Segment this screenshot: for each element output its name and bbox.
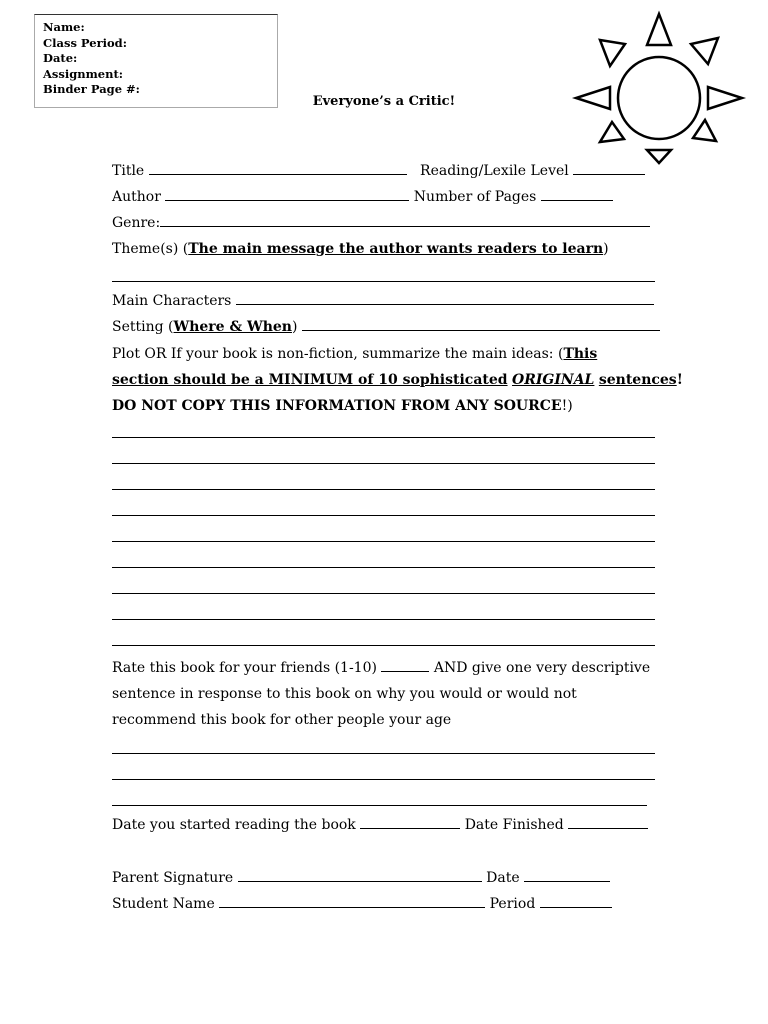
date-started-label: Date you started reading the book bbox=[112, 817, 356, 833]
rating-row bbox=[112, 659, 650, 677]
rate-label: Rate this book for your friends (1-10) bbox=[112, 660, 377, 676]
main-characters-field[interactable] bbox=[236, 292, 654, 305]
genre-row bbox=[112, 214, 650, 232]
plot-bold-2: section should be a MINIMUM of 10 sophisticated bbox=[112, 372, 508, 388]
period-field[interactable] bbox=[540, 895, 612, 908]
number-of-pages-field[interactable] bbox=[541, 188, 613, 201]
class-period-label: Class Period: bbox=[43, 35, 127, 50]
recommendation-line[interactable] bbox=[112, 779, 655, 780]
date-finished-label: Date Finished bbox=[464, 817, 564, 833]
parent-signature-row bbox=[112, 869, 610, 887]
title-field[interactable] bbox=[149, 162, 407, 175]
date-label: Date: bbox=[43, 51, 78, 65]
recommendation-line[interactable] bbox=[112, 805, 647, 806]
rating-field[interactable] bbox=[381, 659, 429, 672]
number-of-pages-label: Number of Pages bbox=[413, 189, 537, 205]
plot-bang: ! bbox=[676, 372, 683, 388]
signature-date-label: Date bbox=[486, 870, 520, 886]
themes-close: ) bbox=[603, 241, 609, 257]
rate-label-cont: AND give one very descriptive bbox=[433, 660, 651, 676]
setting-label: Setting ( bbox=[112, 319, 174, 335]
plot-line[interactable] bbox=[112, 645, 655, 646]
recommendation-line[interactable] bbox=[112, 753, 655, 754]
setting-field[interactable] bbox=[302, 318, 660, 331]
rate-line-2: sentence in response to this book on why you would or would not bbox=[112, 686, 577, 702]
page-title: Everyone’s a Critic! bbox=[312, 94, 456, 109]
parent-signature-label: Parent Signature bbox=[112, 870, 234, 886]
setting-hint: Where & When bbox=[173, 319, 292, 335]
student-name-field[interactable] bbox=[219, 895, 485, 908]
author-label: Author bbox=[112, 189, 161, 205]
assignment-label: Assignment: bbox=[43, 66, 124, 81]
plot-bold-4: DO NOT COPY THIS INFORMATION FROM ANY SOURCE bbox=[112, 398, 562, 414]
plot-line[interactable] bbox=[112, 567, 655, 568]
plot-line[interactable] bbox=[112, 541, 655, 542]
themes-row bbox=[112, 240, 609, 258]
title-row bbox=[112, 162, 645, 180]
plot-line[interactable] bbox=[112, 515, 655, 516]
themes-field[interactable] bbox=[112, 281, 655, 282]
reading-level-field[interactable] bbox=[573, 162, 645, 175]
parent-signature-field[interactable] bbox=[238, 869, 482, 882]
setting-close: ) bbox=[291, 319, 298, 335]
main-characters-row bbox=[112, 292, 654, 310]
main-characters-label: Main Characters bbox=[112, 293, 232, 309]
plot-line[interactable] bbox=[112, 489, 655, 490]
signature-date-field[interactable] bbox=[524, 869, 610, 882]
date-finished-field[interactable] bbox=[568, 816, 648, 829]
genre-field[interactable] bbox=[160, 214, 650, 227]
sun-icon bbox=[570, 10, 750, 170]
plot-line[interactable] bbox=[112, 593, 655, 594]
plot-line[interactable] bbox=[112, 463, 655, 464]
genre-label: Genre: bbox=[112, 215, 161, 231]
plot-line[interactable] bbox=[112, 437, 655, 438]
student-name-row bbox=[112, 895, 612, 913]
plot-instructions-line-2 bbox=[112, 371, 683, 389]
author-row bbox=[112, 188, 613, 206]
plot-italic: ORIGINAL bbox=[512, 372, 595, 388]
author-field[interactable] bbox=[165, 188, 409, 201]
rate-line-3: recommend this book for other people your age bbox=[112, 712, 452, 728]
plot-instructions-line-3 bbox=[112, 397, 573, 415]
title-label: Title bbox=[112, 163, 145, 179]
setting-row bbox=[112, 318, 660, 336]
plot-instructions-line-1 bbox=[112, 345, 597, 363]
name-label: Name: bbox=[43, 20, 85, 34]
plot-bold-3: sentences bbox=[598, 372, 677, 388]
plot-bold-1: This bbox=[563, 346, 598, 362]
plot-close: !) bbox=[561, 398, 573, 414]
binder-page-label: Binder Page #: bbox=[43, 82, 140, 96]
themes-hint: The main message the author wants readers to learn bbox=[188, 241, 604, 257]
period-label: Period bbox=[489, 896, 536, 912]
date-started-field[interactable] bbox=[360, 816, 460, 829]
themes-label: Theme(s) ( bbox=[112, 241, 189, 257]
reading-level-label: Reading/Lexile Level bbox=[420, 163, 569, 179]
student-info-box bbox=[34, 14, 278, 108]
student-name-label: Student Name bbox=[112, 896, 215, 912]
plot-line[interactable] bbox=[112, 619, 655, 620]
dates-row bbox=[112, 816, 648, 834]
plot-intro: Plot OR If your book is non-fiction, summarize the main ideas: ( bbox=[112, 346, 564, 362]
